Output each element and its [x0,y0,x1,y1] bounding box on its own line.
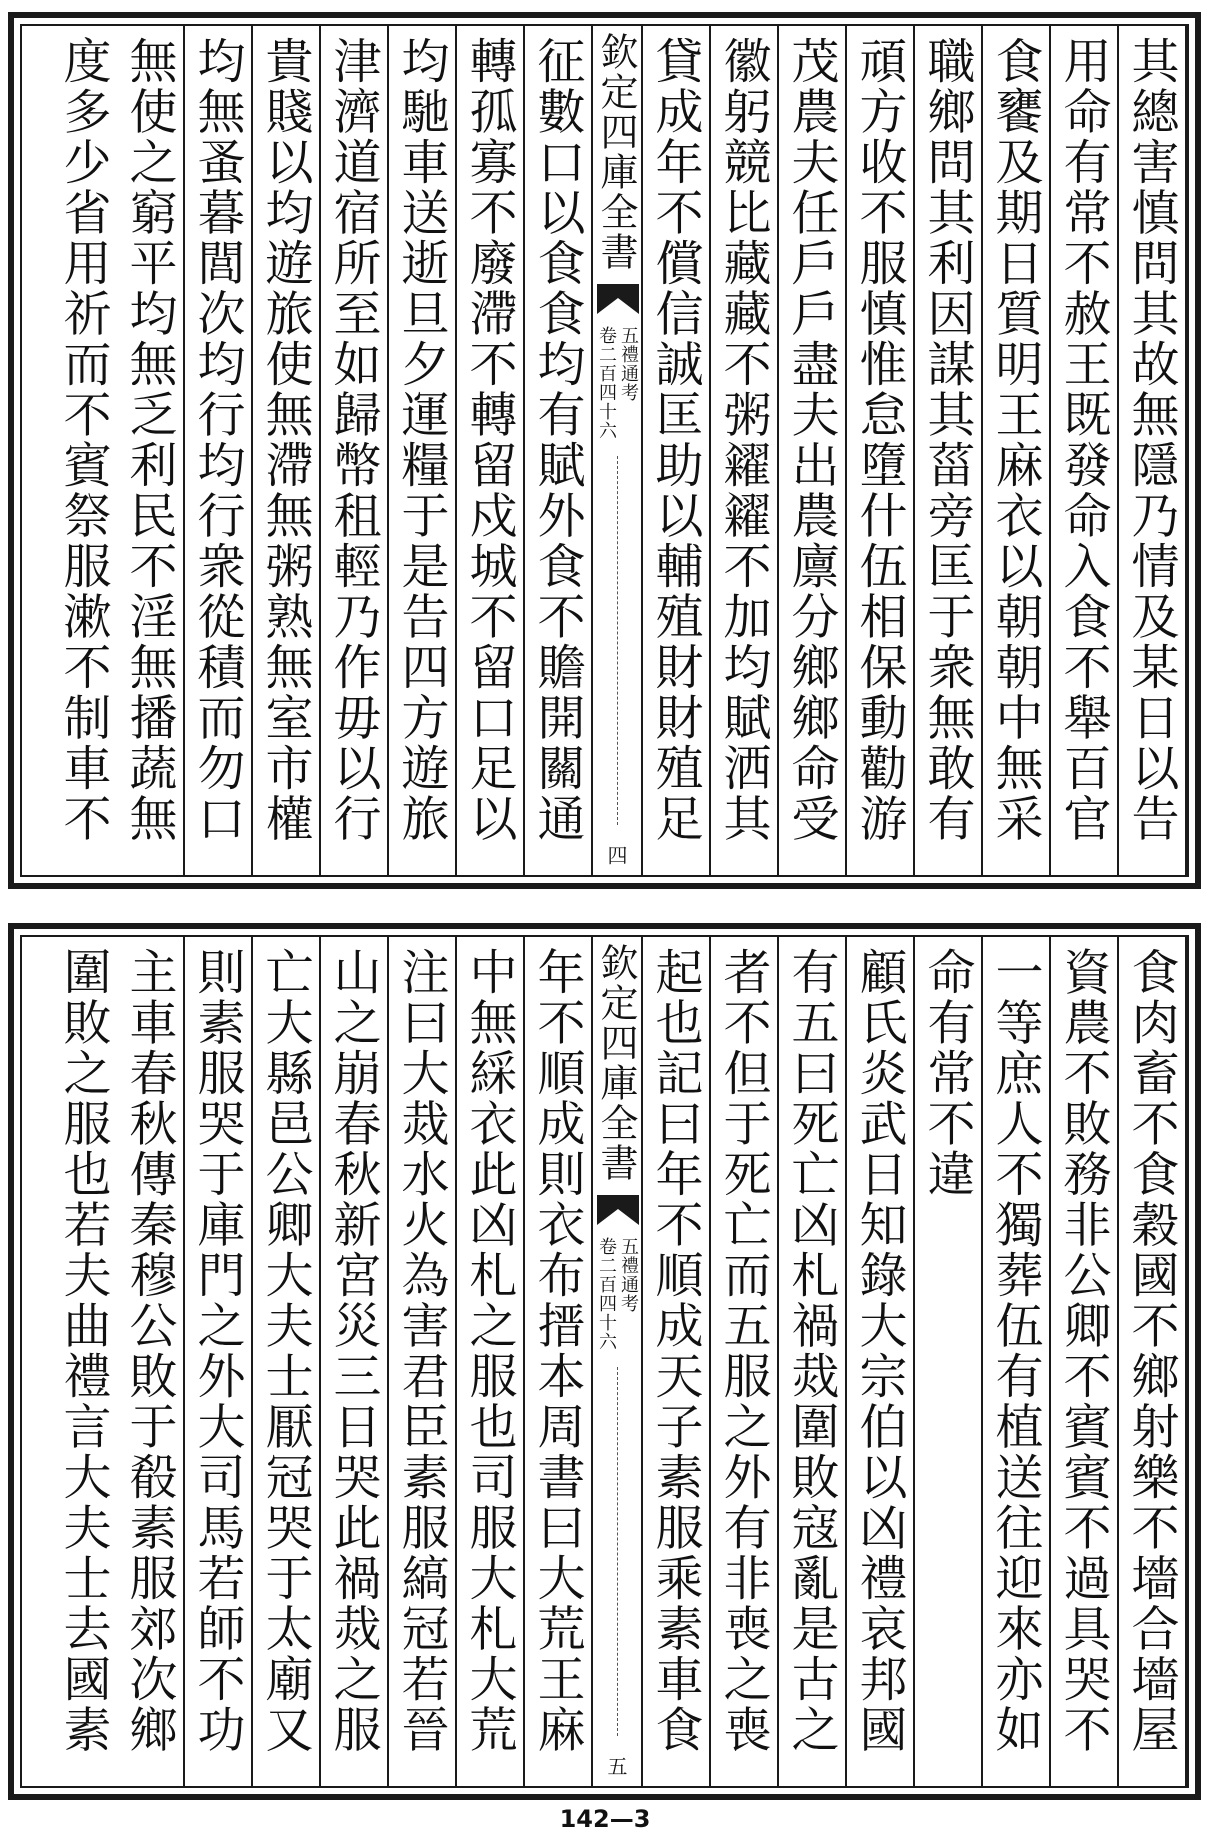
text-column: 茂農夫任戶戶盡夫出農廪分鄉鄉命受 [779,26,847,875]
text-column: 其總害慎問其故無隱乃情及某日以告 [1119,26,1187,875]
text-column: 均馳車送逝旦夕運糧于是告四方遊旅 [389,26,457,875]
text-column: 用命有常不赦王既發命入食不舉百官 [1051,26,1119,875]
text-column: 有五曰死亡凶札禍烖圍敗寇亂是古之 [779,937,847,1786]
text-column: 亡大縣邑公卿大夫士厭冠哭于太廟又 [253,937,321,1786]
section-info [593,326,641,440]
text-column: 度多少省用祈而不賓祭服漱不制車不 [55,36,111,844]
text-column: 貸成年不償信誠匡助以輔殖財財殖足 [643,26,711,875]
text-column: 主車春秋傳秦穆公敗于殽素服郊次鄉 [117,937,185,1786]
volume-number: 卷二百四十六 [596,326,617,440]
text-column: 年不順成則衣布搢本周書曰大荒王麻 [525,937,593,1786]
bottom-page-text-frame [20,935,1189,1788]
text-column: 命有常不違 [915,937,983,1786]
folio-number: 142—3 [559,1805,651,1833]
text-column: 則素服哭于庫門之外大司馬若師不功 [185,937,253,1786]
center-rule [617,1367,618,1736]
text-column: 山之崩春秋新宮災三日哭此禍烖之服 [321,937,389,1786]
top-page [8,12,1201,889]
text-column: 中無綵衣此凶札之服也司服大札大荒 [457,937,525,1786]
book-title: 欽定四庫全書 [594,32,638,272]
text-column: 一等庶人不獨葬伍有植送往迎來亦如 [983,937,1051,1786]
top-page-text-frame [20,24,1189,877]
text-column: 食饔及期日質明王麻衣以朝朝中無采 [983,26,1051,875]
section-title: 五禮通考 [618,1237,639,1313]
text-column: 者不但于死亡而五服之外有非喪之喪 [711,937,779,1786]
text-column: 注曰大烖水火為害君臣素服縞冠若晉 [389,937,457,1786]
text-column: 貴賤以均遊旅使無滯無粥熟無室市權 [253,26,321,875]
leaf-number: 五 [604,1756,628,1776]
block-heart-center-column [593,26,643,875]
text-column: 津濟道宿所至如歸幣租輕乃作毋以行 [321,26,389,875]
text-column: 食肉畜不食穀國不鄉射樂不墻合墻屋 [1119,937,1187,1786]
leaf-number: 四 [604,845,628,865]
bottom-page [8,923,1201,1800]
text-column: 起也記曰年不順成天子素服乘素車食 [643,937,711,1786]
text-column: 圍敗之服也若夫曲禮言大夫士去國素 [55,947,111,1755]
book-title: 欽定四庫全書 [594,943,638,1183]
text-column: 徽躬競比藏藏不粥糴糴不加均賦洒其 [711,26,779,875]
text-column: 職鄉問其利因謀其菑旁匡于衆無敢有 [915,26,983,875]
section-info [593,1237,641,1351]
text-column: 顧氏炎武日知錄大宗伯以凶禮哀邦國 [847,937,915,1786]
block-heart-center-column [593,937,643,1786]
fishtail-mark-icon [597,1195,639,1225]
text-column: 資農不敗務非公卿不賓賓不過具哭不 [1051,937,1119,1786]
text-column: 頑方收不服慎惟怠墮什伍相保動勸游 [847,26,915,875]
center-rule [617,456,618,825]
volume-number: 卷二百四十六 [596,1237,617,1351]
text-column: 均無蚤暮閭次均行均行衆從積而勿口 [185,26,253,875]
section-title: 五禮通考 [618,326,639,402]
text-column: 轉孤寡不廢滯不轉留戍城不留口足以 [457,26,525,875]
fishtail-mark-icon [597,284,639,314]
text-column: 征數口以食食均有賦外食不贍開關通 [525,26,593,875]
text-column: 無使之窮平均無乏利民不淫無播蔬無 [117,26,185,875]
